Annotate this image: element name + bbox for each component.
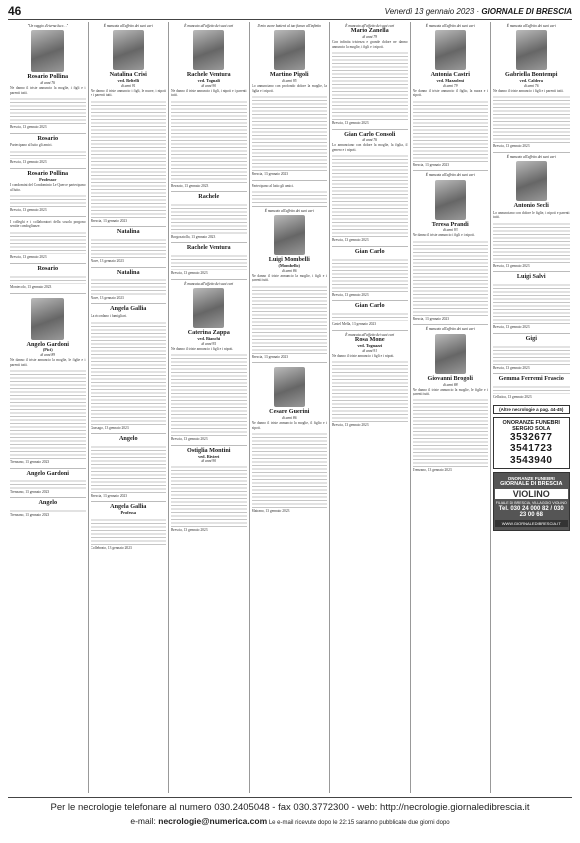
deceased-name: Gigi [525,334,537,342]
notice-intro: È mancata all'affetto dei suoi cari [103,24,153,28]
agency-title: ONORANZE FUNEBRI SERGIO SOLA [502,419,560,432]
portrait-photo [193,288,224,328]
notice-text-lines [332,50,408,120]
notice-intro: È mancato all'affetto dei suoi cari [345,24,395,28]
notice-text: Lo annunciano con profondo dolore la moglie, la figlia e i nipoti. [251,84,327,93]
agency-phone-2: 3541723 [510,443,553,455]
notice-intro: È mancata all'affetto dei suoi cari [425,24,475,28]
header-paper-name: GIORNALE DI BRESCIA [481,6,572,16]
notice-text-lines [413,99,489,162]
deceased-age: di anni 95 [201,341,217,346]
notice-place-date: Castel Mella, 13 gennaio 2023 [332,322,377,327]
notice-text: Ne danno il triste annuncio i figli, le nuore, i nipoti e i parenti tutti. [90,88,166,98]
deceased-age: di anni 79 [362,35,378,40]
deceased-name: Angelo Gardoni [26,340,69,348]
notice-text-lines [252,284,328,354]
notice-text-lines [171,253,247,271]
portrait-photo [274,367,305,407]
notice-text-lines [332,359,408,422]
obituary-notice [10,133,86,167]
deceased-name: Angelo [38,499,58,507]
obituary-notice [10,22,86,132]
deceased-name: Gian Carlo [354,247,385,255]
portrait-photo [435,334,466,374]
notice-intro: È mancato all'affetto dei suoi cari [264,209,314,214]
obituary-notice [332,129,408,245]
footer-email-suffix: Le e-mail ricevute dopo le 22:15 saranno pubblicate due giorni dopo [267,820,450,826]
portrait-photo [31,30,64,72]
column-6 [411,22,492,793]
notice-place-date: Brescia, 13 gennaio 2023 [90,493,128,498]
deceased-name: Luigi Salvi [516,273,546,281]
notice-place-date: Brescia, 13 gennaio 2023 [10,208,47,213]
deceased-name: Natalina [116,228,140,236]
deceased-subtitle: (Mombello) [278,263,300,269]
notice-text-lines [252,94,328,171]
notice-place-date: Borgosatollo, 13 gennaio 2023 [171,234,216,239]
notice-intro: È mancata all'affetto dei suoi cari [184,281,234,286]
deceased-name: Rosa Mone [354,336,385,344]
obituary-notice [332,330,408,430]
banner-brand: VIOLINO [495,489,568,499]
obituary-notice [332,300,408,329]
notice-intro: È mancato all'affetto dei suoi cari [184,24,234,28]
deceased-name: Rachele Ventura [186,244,231,252]
obituary-notice [252,362,328,515]
notice-text: Partecipano al lutto gli amici. [251,183,294,188]
notice-text-lines [171,99,247,183]
notice-text: La ricordano i famigliari. [90,314,127,319]
obituary-notice [252,206,328,361]
notice-place-date: Gussago, 13 gennaio 2023 [90,425,129,430]
obituary-notice [493,271,570,331]
notice-text: Ne danno il triste annuncio il figlio, la nuora e i nipoti. [412,88,488,98]
obituary-notice [252,180,328,205]
notice-place-date: Brescia, 13 gennaio 2023 [171,528,208,533]
obituary-notice [413,22,489,169]
deceased-name: Natalina Crisi [109,71,147,79]
notice-place-date: Brescia, 13 gennaio 2023 [251,172,289,177]
deceased-subtitle: ved. Caldera [519,78,543,84]
column-5 [330,22,411,793]
obituary-notice [10,468,86,497]
footer-contact-line: Per le necrologie telefonare al numero 030.2405048 - fax 030.3772300 - web: http://necrologie.giornaledibrescia.it [50,802,530,813]
funeral-agency-ad[interactable] [493,417,570,470]
notice-place-date: Brescia, 13 gennaio 2023 [251,354,289,359]
notice-text-lines [252,189,328,203]
agency-phone-1: 3532677 [510,431,553,443]
notice-place-date: Brescia, 13 gennaio 2023 [332,121,369,126]
notice-place-date: Brescia, 13 gennaio 2023 [493,325,530,330]
notice-text: Ne danno il triste annuncio i figli e i nipoti. [332,353,395,358]
footer-email-link[interactable]: necrologie@numerica.com [158,816,268,826]
obituary-notice [252,22,328,179]
notice-text-lines [10,478,86,489]
notice-text: Lo annunciano con dolore la moglie, la figlia, il genero e i nipoti. [332,143,408,152]
notice-text: Ne danno il triste annuncio la moglie, le figlie e i parenti tutti. [412,387,488,396]
obituary-notice [413,324,489,475]
banner-web-link[interactable]: WWW.GIORNALEDIBRESCIA.IT [495,520,568,527]
notice-text: I condomini del Condominio Le Querce partecipano al lutto. [10,183,86,192]
obituary-notice [413,170,489,323]
notice-text-lines [332,257,408,292]
column-1 [8,22,89,793]
notice-text-lines [332,311,408,322]
deceased-name: Martino Pigoli [269,71,309,79]
deceased-name: Angelo Gardoni [26,469,69,477]
obituary-notice [91,267,167,303]
notice-place-date: Cellatica, 13 gennaio 2023 [493,395,532,400]
deceased-subtitle: ved. Tognali [197,78,220,84]
notice-place-date: Nave, 13 gennaio 2023 [90,259,124,264]
deceased-age: di anni 88 [442,382,458,387]
notice-text: Lo annunciano con dolore le figlie, i nipoti e parenti tutti. [493,210,570,220]
notice-text: Ne danno il triste annuncio la moglie, i figli e i parenti tutti. [10,86,86,95]
notice-text: Ne danno il triste annuncio i figli e i nipoti. [171,346,234,351]
notice-text-lines [252,431,328,508]
deceased-age: di anni 86 [281,268,297,273]
deceased-name: Luigi Mombelli [268,256,310,264]
notice-place-date: Trenzano, 13 gennaio 2023 [10,489,50,494]
notice-text-lines [171,202,247,234]
deceased-age: di anni 91 [120,83,136,88]
deceased-age: di anni 90 [201,83,217,88]
notice-text: Ne danno il triste annuncio i figli, i nipoti e i parenti tutti. [171,88,247,98]
obituary-notice [332,22,408,128]
notice-text-lines [413,239,489,316]
deceased-name: Teresa Prandi [431,220,469,228]
other-obituaries-note: (Altre necrologie a pag. 44-45) [493,405,570,414]
notice-intro: "Un raggio d'eterna luce…" [27,24,69,28]
deceased-name: Antonio Secli [513,202,549,210]
deceased-subtitle: Professor [39,176,57,182]
notice-text-lines [91,320,167,425]
banner-line1: ONORANZE FUNEBRI [507,476,555,482]
deceased-name: Mario Zanella [350,27,389,35]
column-7 [491,22,572,793]
deceased-subtitle: (Pici) [42,347,53,353]
page-header [8,4,572,18]
portrait-photo [516,161,547,201]
violino-ad[interactable] [493,472,570,531]
deceased-subtitle: ved. Beltelli [117,78,139,84]
portrait-photo [435,180,466,220]
notice-place-date: Brescia, 13 gennaio 2023 [10,255,47,260]
notice-text: I colleghi e i collaboratori della scuola porgono sentite condoglianze. [10,219,86,229]
deceased-name: Gian Carlo [354,302,385,310]
deceased-age: di anni 93 [442,228,458,233]
banner-sub: FILIALE DI BRESCIA, VILLAGGIO VIOLINO [495,501,567,506]
deceased-age: di anni 91 [362,348,378,353]
deceased-name: Cesare Guerini [269,408,310,416]
footer-email-line [8,816,572,826]
ads-slot [493,405,570,532]
notice-place-date: Brescia, 13 gennaio 2023 [171,271,208,276]
obituary-notice [171,242,247,278]
notice-text-lines [91,277,167,295]
notice-place-date: Brescia, 13 gennaio 2023 [90,218,128,223]
notice-text-lines [171,352,247,436]
deceased-name: Antonia Castri [430,71,470,79]
notice-place-date: Brescia, 13 gennaio 2023 [171,437,208,442]
notice-text: Ne danno il triste annuncio i figli e i parenti tutti. [493,88,564,93]
header-date: Venerdì 13 gennaio 2023 [384,6,475,16]
notice-place-date: Brescia, 13 gennaio 2023 [332,423,369,428]
deceased-subtitle: ved. Bianchi [197,336,221,342]
banner-phone: Tel. 030 24 000 82 / 030 23 00 68 [498,506,564,519]
deceased-name: Natalina [116,268,140,276]
obituary-notice [91,501,167,552]
notice-text-lines [10,274,86,285]
notice-text-lines [493,384,570,395]
notice-place-date: Trenzano, 13 gennaio 2023 [412,468,452,473]
portrait-photo [516,30,547,70]
deceased-name: Angela Gallia [110,305,147,313]
deceased-age: di anni 90 [201,459,217,464]
obituary-notice [10,168,86,215]
obituary-notice [171,445,247,535]
notice-place-date: Brescia, 13 gennaio 2023 [493,144,530,149]
deceased-name: Rosario [37,264,59,272]
banner-line2: GIORNALE DI BRESCIA [500,481,563,488]
notice-text: Ne danno il triste annuncio i figli e i nipoti. [412,233,475,238]
portrait-photo [113,30,144,70]
notice-place-date: Trenzano, 13 gennaio 2023 [10,460,50,465]
agency-phone-3: 3543940 [510,454,553,466]
notice-text-lines [10,193,86,207]
portrait-photo [31,298,64,340]
notice-text-lines [91,99,167,218]
notice-text-lines [332,153,408,237]
column-3 [169,22,250,793]
deceased-age: di anni 76 [40,81,56,86]
deceased-subtitle: ved. Mazzoleni [436,78,464,84]
portrait-photo [435,30,466,70]
deceased-name: Gian Carlo Consoli [344,130,396,138]
notice-place-date: Brescia, 13 gennaio 2023 [10,125,47,130]
obituary-columns [8,22,572,793]
deceased-name: Gabriella Bontempi [505,71,558,79]
deceased-age: di anni 79 [442,83,458,88]
obituary-notice [91,22,167,225]
obituary-notice [10,497,86,519]
notice-text: Ne danno il triste annuncio la moglie, le figlie e i parenti tutti. [10,358,86,367]
deceased-age: di anni 89 [40,353,56,358]
notice-intro: È mancato all'affetto dei suoi cari [425,327,475,332]
notice-intro: È mancata all'affetto dei suoi cari [345,332,395,337]
obituary-notice [493,373,570,402]
page-number: 46 [8,4,22,18]
notice-text-lines [493,282,570,324]
deceased-age: di anni 76 [362,138,378,143]
notice-place-date: Montecolo, 13 gennaio 2023 [10,285,52,290]
deceased-name: Rachele [198,193,220,201]
notice-intro: È mancato all'affetto dei suoi cari [506,154,556,159]
notice-text: Ne danno il triste annuncio la moglie, il figlio e i nipoti. [251,421,327,430]
notice-text: Ne danno il triste annuncio la moglie, i figli e i parenti tutti. [251,273,327,283]
column-4 [250,22,331,793]
notice-text-lines [413,397,489,467]
obituary-notice [10,293,86,467]
obituary-notice [10,263,86,292]
deceased-name: Gemma Ferremi Frascio [498,374,564,382]
notice-text-lines [10,230,86,255]
deceased-name: Rosario [37,134,59,142]
deceased-subtitle: ved. Rivieri [198,453,220,459]
obituary-notice [10,216,86,262]
deceased-name: Angelo [118,435,138,443]
notice-text-lines [91,444,167,493]
notice-place-date: Brescia, 13 gennaio 2023 [332,292,369,297]
portrait-photo [193,30,224,70]
obituary-notice [91,303,167,432]
notice-text-lines [91,517,167,545]
notice-place-date: Brescia, 13 gennaio 2023 [493,263,530,268]
notice-place-date: Collebeato, 13 gennaio 2023 [90,546,132,550]
deceased-name: Rachele Ventura [186,71,231,79]
deceased-subtitle: Professa [120,510,136,516]
obituary-notice [493,152,570,271]
notice-text-lines [171,464,247,527]
notice-place-date: Brescia, 13 gennaio 2023 [493,365,530,370]
notice-text-lines [493,94,570,143]
notice-text-lines [493,221,570,263]
notice-text: Con infinita tristezza e grande dolore ne danno annuncio la moglie, i figli e i nipoti. [332,40,408,49]
obituary-notice [171,191,247,241]
obituary-notice [171,279,247,444]
deceased-name: Rosario Pollina [27,169,69,177]
notice-place-date: Brescia, 13 gennaio 2023 [332,238,369,243]
notice-place-date: Brescia, 13 gennaio 2023 [412,162,450,167]
obituary-notice [493,333,570,372]
column-2 [89,22,170,793]
notice-place-date: Nave, 13 gennaio 2023 [90,295,124,300]
notice-intro: È mancata all'affetto dei suoi cari [425,173,475,178]
deceased-name: Angela Gallia [110,503,147,511]
notice-place-date: Trenzano, 13 gennaio 2023 [10,512,50,517]
notice-text-lines [10,149,86,160]
header-date-paper: Venerdì 13 gennaio 2023 · GIORNALE DI BRESCIA [384,6,572,16]
notice-intro: Il mio cuore batterà al tuo fianco all'infinito [257,24,322,28]
deceased-age: di anni 95 [281,79,297,84]
notice-text-lines [91,237,167,258]
notice-place-date: Rezzato, 13 gennaio 2023 [171,183,209,188]
notice-text-lines [10,96,86,124]
portrait-photo [274,30,305,70]
deceased-name: Ostiglia Montini [187,446,231,454]
deceased-name: Rosario Pollina [27,73,69,81]
obituary-notice [171,22,247,190]
footer-email-prefix: e-mail: [130,816,159,826]
portrait-photo [274,215,305,255]
notice-text-lines [10,508,86,512]
header-rule [8,19,572,20]
deceased-name: Giovanni Brogoli [427,374,473,382]
obituary-notice [493,22,570,151]
deceased-name: Caterina Zappa [187,329,230,337]
notice-text-lines [493,344,570,365]
deceased-age: di anni 76 [523,83,539,88]
notice-text: Partecipano al lutto gli amici. [10,143,53,148]
notice-intro: È mancata all'affetto dei suoi cari [506,24,556,28]
notice-place-date: Brescia, 13 gennaio 2023 [10,160,47,165]
notice-place-date: Brescia, 13 gennaio 2023 [412,316,450,321]
notice-text-lines [10,368,86,459]
obituary-notice [91,433,167,500]
obituary-notice [332,246,408,299]
page-footer [8,797,572,837]
deceased-age: di anni 86 [281,416,297,421]
deceased-subtitle: ved. Tognazzi [357,343,383,349]
notice-place-date: Mairano, 13 gennaio 2023 [251,509,290,514]
obituary-notice [91,226,167,265]
